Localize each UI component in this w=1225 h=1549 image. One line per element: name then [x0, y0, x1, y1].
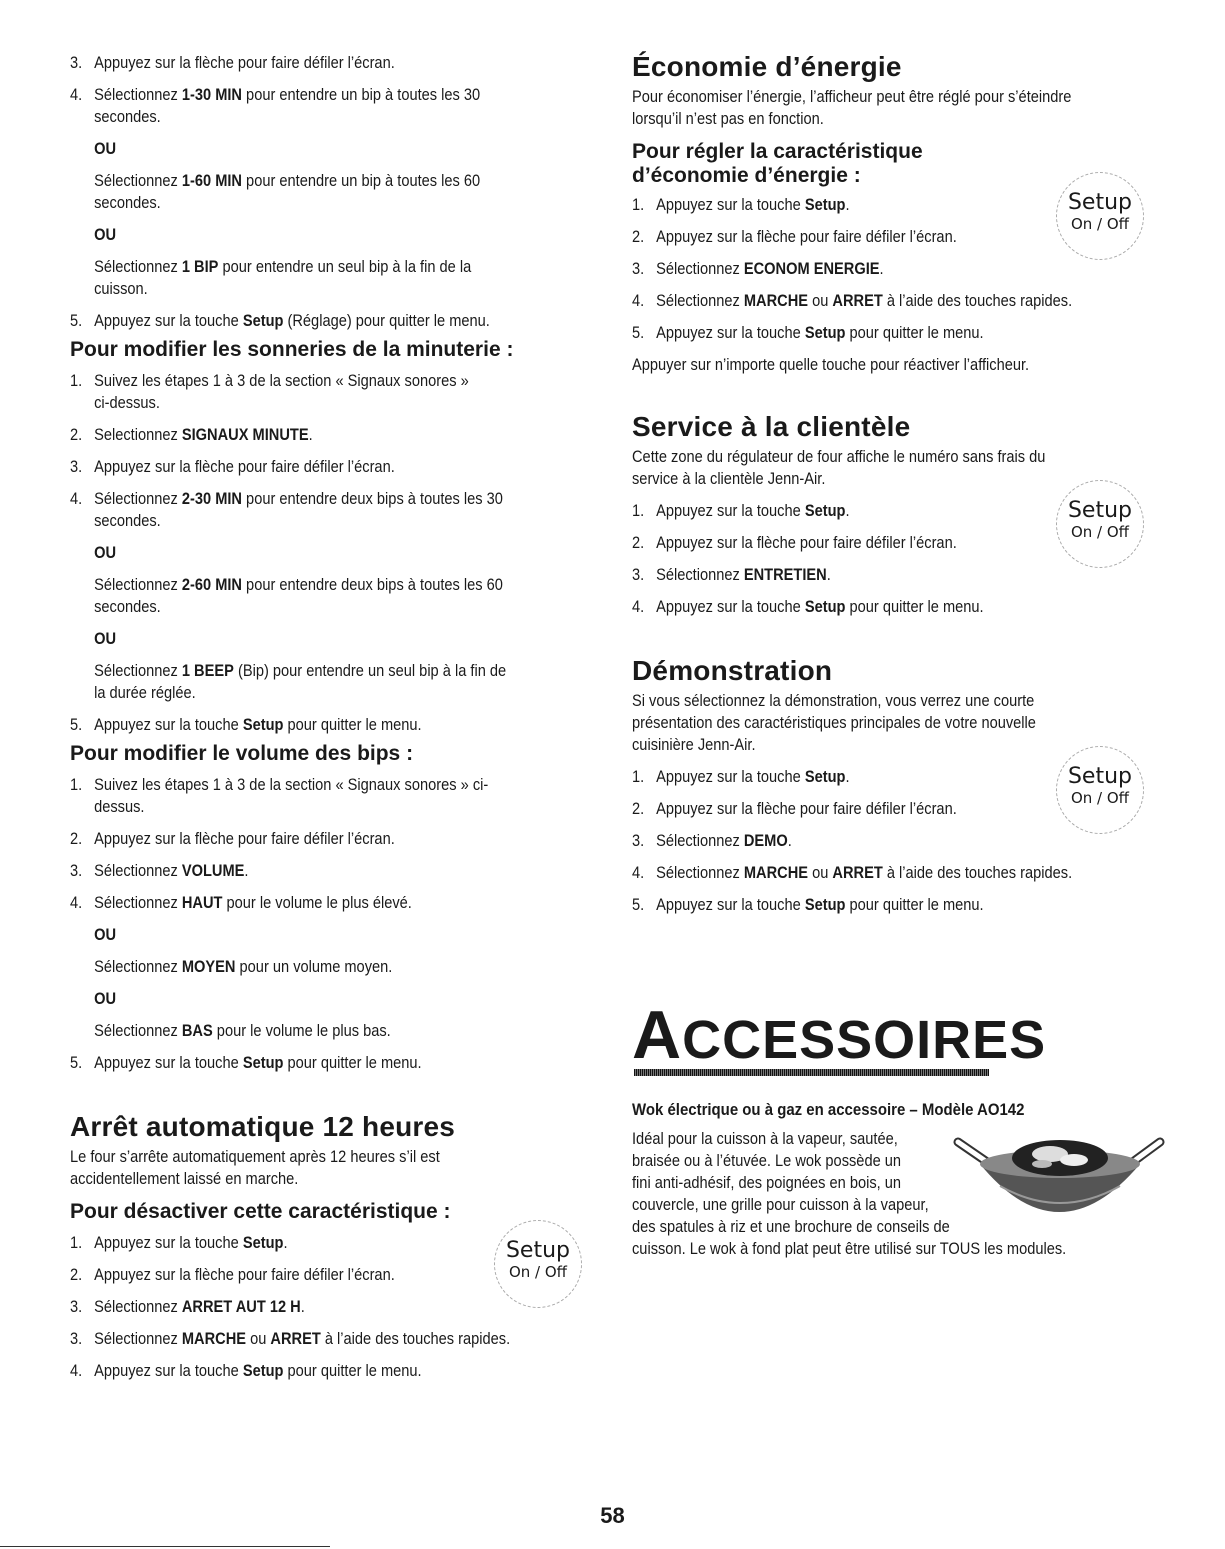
option-text: Sélectionnez 1-60 MIN pour entendre un bip à toutes les 60 secondes. — [94, 171, 481, 212]
option-text: Sélectionnez 1 BEEP (Bip) pour entendre un seul bip à la fin de la durée réglée. — [94, 661, 507, 702]
step: 5. Appuyez sur la touche Setup pour quitter le menu. — [632, 323, 984, 342]
step: 3. Appuyez sur la flèche pour faire défiler l’écran. — [70, 53, 395, 72]
accessory-description: Idéal pour la cuisson à la vapeur, sautée, braisée ou à l’étuvée. Le wok possède un fini anti-adhésif, des poignées en bois, un couvercle, une grille pour cuisson à la vapeur, des spatules à riz et une brochure de conseils de cuisson. Le wok à fond plat peut être utilisé sur TOUS les modules. — [632, 1129, 1067, 1258]
step: 2. Appuyez sur la flèche pour faire défiler l’écran. — [632, 799, 957, 818]
left-column — [70, 52, 590, 1392]
step: 4. Sélectionnez HAUT pour le volume le plus élevé. — [70, 893, 412, 912]
step: 4. Appuyez sur la touche Setup pour quitter le menu. — [70, 1361, 422, 1380]
step: 1. Suivez les étapes 1 à 3 de la section « Signaux sonores » ci- dessus. — [70, 775, 489, 816]
or-label: OU — [94, 139, 117, 158]
step: 4. Sélectionnez MARCHE ou ARRET à l’aide des touches rapides. — [632, 291, 1073, 310]
steps-with-button — [632, 190, 1162, 344]
section-subtitle: Pour modifier le volume des bips : — [70, 742, 414, 765]
section-title: Économie d’énergie — [632, 51, 902, 82]
step: 5. Appuyez sur la touche Setup (Réglage) pour quitter le menu. — [70, 311, 490, 330]
step: 4. Sélectionnez 2-30 MIN pour entendre deux bips à toutes les 30 secondes. — [70, 489, 503, 530]
steps-with-button — [632, 766, 1162, 916]
section-title: Arrêt automatique 12 heures — [70, 1111, 456, 1142]
on-off-label: On / Off — [1070, 523, 1130, 541]
step: 2. Selectionnez SIGNAUX MINUTE. — [70, 425, 313, 444]
step: 1. Appuyez sur la touche Setup. — [632, 501, 850, 520]
page-number: 58 — [600, 1503, 625, 1528]
or-label: OU — [94, 225, 117, 244]
setup-label: Setup — [505, 1238, 571, 1263]
setup-label: Setup — [1067, 498, 1133, 523]
step: 5. Appuyez sur la touche Setup pour quitter le menu. — [632, 895, 984, 914]
step: 4. Sélectionnez 1-30 MIN pour entendre un bip à toutes les 30 secondes. — [70, 85, 481, 126]
note-text: Appuyer sur n’importe quelle touche pour réactiver l’afficheur. — [632, 355, 1030, 374]
section-description: Le four s’arrête automatiquement après 12 heures s’il est accidentellement laissé en marche. — [70, 1147, 440, 1188]
option-text: Sélectionnez 1 BIP pour entendre un seul bip à la fin de la cuisson. — [94, 257, 472, 298]
section-description: Si vous sélectionnez la démonstration, vous verrez une courte présentation des caractéristiques principales de votre nouvelle cuisinière Jenn-Air. — [632, 691, 1036, 754]
on-off-label: On / Off — [1070, 789, 1130, 807]
or-label: OU — [94, 989, 117, 1008]
step: 4. Sélectionnez MARCHE ou ARRET à l’aide des touches rapides. — [632, 863, 1073, 882]
section-subtitle: Pour désactiver cette caractéristique : — [70, 1200, 451, 1223]
section-title: Service à la clientèle — [632, 411, 911, 442]
steps-with-button — [632, 500, 1162, 618]
section-subtitle: Pour modifier les sonneries de la minuterie : — [70, 338, 514, 361]
or-label: OU — [94, 543, 117, 562]
section-title: Démonstration — [632, 655, 833, 686]
right-column — [632, 52, 1162, 1260]
accessory-block — [632, 1128, 1162, 1260]
step: 3. Sélectionnez MARCHE ou ARRET à l’aide des touches rapides. — [70, 1329, 511, 1348]
option-text: Sélectionnez BAS pour le volume le plus bas. — [94, 1021, 391, 1040]
step: 3. Appuyez sur la flèche pour faire défiler l’écran. — [70, 457, 395, 476]
step: 2. Appuyez sur la flèche pour faire défiler l’écran. — [632, 533, 957, 552]
option-text: Sélectionnez MOYEN pour un volume moyen. — [94, 957, 393, 976]
option-text: Sélectionnez 2-60 MIN pour entendre deux bips à toutes les 60 secondes. — [94, 575, 503, 616]
step: 3. Sélectionnez DEMO. — [632, 831, 792, 850]
step: 5. Appuyez sur la touche Setup pour quitter le menu. — [70, 1053, 422, 1072]
or-label: OU — [94, 925, 117, 944]
step: 2. Appuyez sur la flèche pour faire défiler l’écran. — [70, 829, 395, 848]
step: 1. Appuyez sur la touche Setup. — [632, 195, 850, 214]
step: 3. Sélectionnez ARRET AUT 12 H. — [70, 1297, 305, 1316]
step: 3. Sélectionnez ECONOM ENERGIE. — [632, 259, 884, 278]
setup-button-illustration — [1056, 480, 1144, 568]
setup-label: Setup — [1067, 190, 1133, 215]
step: 3. Sélectionnez VOLUME. — [70, 861, 249, 880]
step: 1. Appuyez sur la touche Setup. — [632, 767, 850, 786]
section-description: Pour économiser l’énergie, l’afficheur peut être réglé pour s’éteindre lorsqu’il n’est pas en fonction. — [632, 87, 1072, 128]
setup-button-illustration — [1056, 746, 1144, 834]
steps-with-button — [70, 1232, 590, 1382]
section-subtitle: Pour régler la caractéristique d’économie d’énergie : — [632, 140, 923, 187]
setup-label: Setup — [1067, 764, 1133, 789]
step: 1. Suivez les étapes 1 à 3 de la section « Signaux sonores » ci-dessus. — [70, 371, 469, 412]
title-underline — [634, 1069, 989, 1076]
step: 3. Sélectionnez ENTRETIEN. — [632, 565, 831, 584]
chapter-title: ACCESSOIRES — [632, 997, 1047, 1073]
step: 1. Appuyez sur la touche Setup. — [70, 1233, 288, 1252]
accessory-title: Wok électrique ou à gaz en accessoire – Modèle AO142 — [632, 1100, 1025, 1119]
on-off-label: On / Off — [508, 1263, 568, 1281]
step: 5. Appuyez sur la touche Setup pour quitter le menu. — [70, 715, 422, 734]
step: 2. Appuyez sur la flèche pour faire défiler l’écran. — [70, 1265, 395, 1284]
step: 4. Appuyez sur la touche Setup pour quitter le menu. — [632, 597, 984, 616]
or-label: OU — [94, 629, 117, 648]
step: 2. Appuyez sur la flèche pour faire défiler l’écran. — [632, 227, 957, 246]
footer-rule — [0, 1546, 330, 1547]
section-description: Cette zone du régulateur de four affiche le numéro sans frais du service à la clientèle Jenn-Air. — [632, 447, 1046, 488]
on-off-label: On / Off — [1070, 215, 1130, 233]
